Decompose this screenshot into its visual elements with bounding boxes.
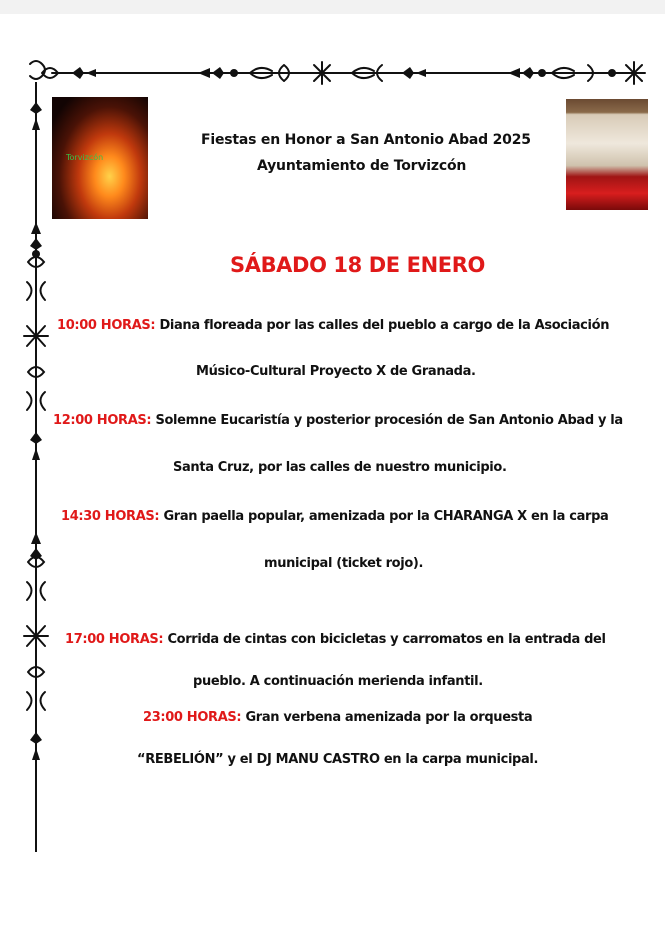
event-2-description: Solemne Eucaristía y posterior procesión de San Antonio Abad y la [151,413,623,428]
event-5-description: Gran verbena amenizada por la orquesta [241,710,533,725]
event-2-line-2: Santa Cruz, por las calles de nuestro municipio. [173,460,507,475]
event-5-time: 23:00 HORAS: [143,710,242,725]
ornamental-border-top [22,56,662,90]
event-3-description: Gran paella popular, amenizada por la CHARANGA X en la carpa [159,509,609,524]
bonfire-photo [52,97,148,219]
event-3-time: 14:30 HORAS: [61,509,160,524]
event-3-line-2: municipal (ticket rojo). [264,556,424,571]
program-date: SÁBADO 18 DE ENERO [230,253,485,277]
church-saint-statue-photo [566,99,648,210]
event-5-line-1 [143,710,532,725]
event-1-description: Diana floreada por las calles del pueblo a cargo de la Asociación [155,318,610,333]
photo-caption: Torvizcón [66,153,104,162]
event-1-line-1 [57,318,609,333]
event-3-line-1 [61,509,608,524]
event-1-line-2: Músico-Cultural Proyecto X de Granada. [196,364,476,379]
event-4-line-2: pueblo. A continuación merienda infantil. [193,674,483,689]
event-2-time: 12:00 HORAS: [53,413,152,428]
event-2-line-1 [53,413,623,428]
event-1-time: 10:00 HORAS: [57,318,156,333]
event-4-line-1 [65,632,606,647]
event-4-time: 17:00 HORAS: [65,632,164,647]
top-bar [0,0,665,14]
event-4-description: Corrida de cintas con bicicletas y carromatos en la entrada del [163,632,606,647]
organizer: Ayuntamiento de Torvizcón [257,158,467,174]
event-title: Fiestas en Honor a San Antonio Abad 2025 [201,132,531,148]
event-5-line-2: “REBELIÓN” y el DJ MANU CASTRO en la carpa municipal. [137,752,539,767]
